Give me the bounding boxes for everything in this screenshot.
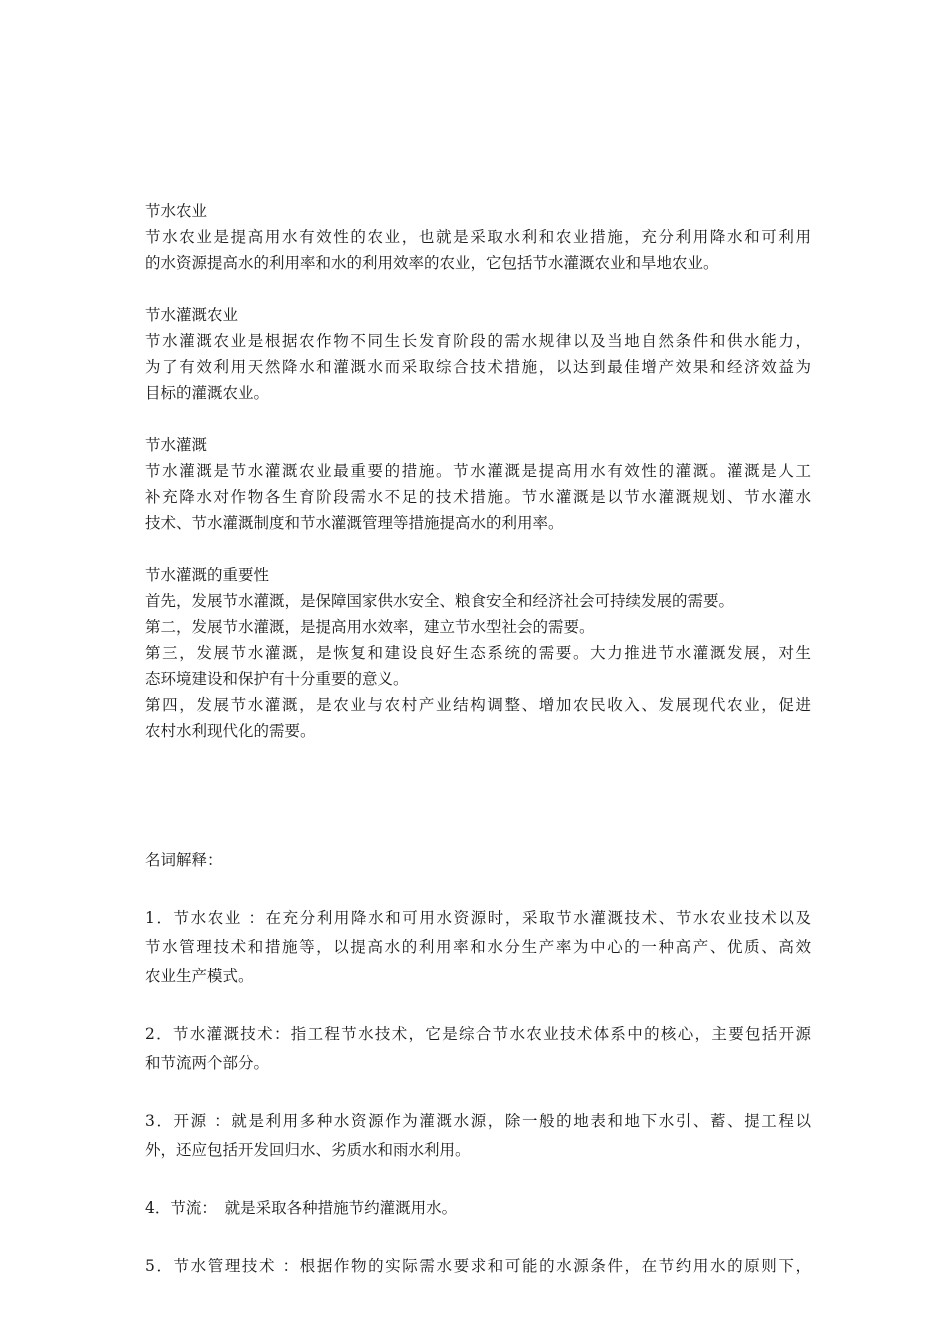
glossary-title: 名词解释：	[145, 851, 223, 869]
glossary-line: 节水管理技术和措施等，以提高水的利用率和水分生产率为中心的一种高产、优质、高效	[145, 938, 811, 956]
glossary-item	[145, 904, 811, 991]
paragraph-line: 节水农业是提高用水有效性的农业，也就是采取水利和农业措施，充分利用降水和可利用	[145, 228, 811, 246]
glossary-line: 农业生产模式。	[145, 967, 254, 985]
glossary-line: 1．节水农业 ：在充分利用降水和可用水资源时，采取节水灌溉技术、节水农业技术以及	[145, 909, 811, 927]
paragraph-line: 第三，发展节水灌溉，是恢复和建设良好生态系统的需要。大力推进节水灌溉发展，对生	[145, 644, 811, 662]
section-water-saving-agriculture	[145, 198, 811, 276]
paragraph-line: 目标的灌溉农业。	[145, 384, 270, 402]
paragraph-line: 态环境建设和保护有十分重要的意义。	[145, 670, 409, 688]
paragraph-line: 补充降水对作物各生育阶段需水不足的技术措施。节水灌溉是以节水灌溉规划、节水灌水	[145, 488, 811, 506]
section-importance	[145, 562, 811, 744]
paragraph-line: 第四，发展节水灌溉，是农业与农村产业结构调整、增加农民收入、发展现代农业，促进	[145, 696, 811, 714]
section-heading: 节水灌溉农业	[145, 306, 239, 324]
section-water-saving-irrigation	[145, 432, 811, 536]
glossary-line: 外，还应包括开发回归水、劣质水和雨水利用。	[145, 1141, 471, 1159]
paragraph-line: 节水灌溉农业是根据农作物不同生长发育阶段的需水规律以及当地自然条件和供水能力，	[145, 332, 811, 350]
glossary-line: 2．节水灌溉技术：指工程节水技术，它是综合节水农业技术体系中的核心，主要包括开源	[145, 1025, 811, 1043]
paragraph-line: 第二，发展节水灌溉，是提高用水效率，建立节水型社会的需要。	[145, 618, 595, 636]
paragraph-line: 首先，发展节水灌溉，是保障国家供水安全、粮食安全和经济社会可持续发展的需要。	[145, 592, 735, 610]
glossary-item	[145, 1252, 811, 1281]
paragraph-line: 节水灌溉是节水灌溉农业最重要的措施。节水灌溉是提高用水有效性的灌溉。灌溉是人工	[145, 462, 811, 480]
glossary-item	[145, 1107, 811, 1165]
glossary-item	[145, 1194, 811, 1223]
glossary-line: 3．开源 ：就是利用多种水资源作为灌溉水源，除一般的地表和地下水引、蓄、提工程以	[145, 1112, 811, 1130]
glossary-item	[145, 1020, 811, 1078]
section-heading: 节水灌溉的重要性	[145, 566, 270, 584]
document-page	[145, 198, 811, 1281]
paragraph-line: 的水资源提高水的利用率和水的利用效率的农业，它包括节水灌溉农业和旱地农业。	[145, 254, 719, 272]
paragraph-line: 为了有效利用天然降水和灌溉水而采取综合技术措施，以达到最佳增产效果和经济效益为	[145, 358, 811, 376]
section-water-saving-irrigation-agriculture	[145, 302, 811, 406]
section-heading: 节水农业	[145, 202, 208, 220]
glossary-line: 4．节流： 就是采取各种措施节约灌溉用水。	[145, 1199, 458, 1217]
glossary	[145, 846, 811, 1281]
paragraph-line: 农村水利现代化的需要。	[145, 722, 316, 740]
glossary-line: 和节流两个部分。	[145, 1054, 270, 1072]
glossary-line: 5．节水管理技术 ：根据作物的实际需水要求和可能的水源条件，在节约用水的原则下，	[145, 1257, 811, 1275]
section-heading: 节水灌溉	[145, 436, 208, 454]
paragraph-line: 技术、节水灌溉制度和节水灌溉管理等措施提高水的利用率。	[145, 514, 564, 532]
